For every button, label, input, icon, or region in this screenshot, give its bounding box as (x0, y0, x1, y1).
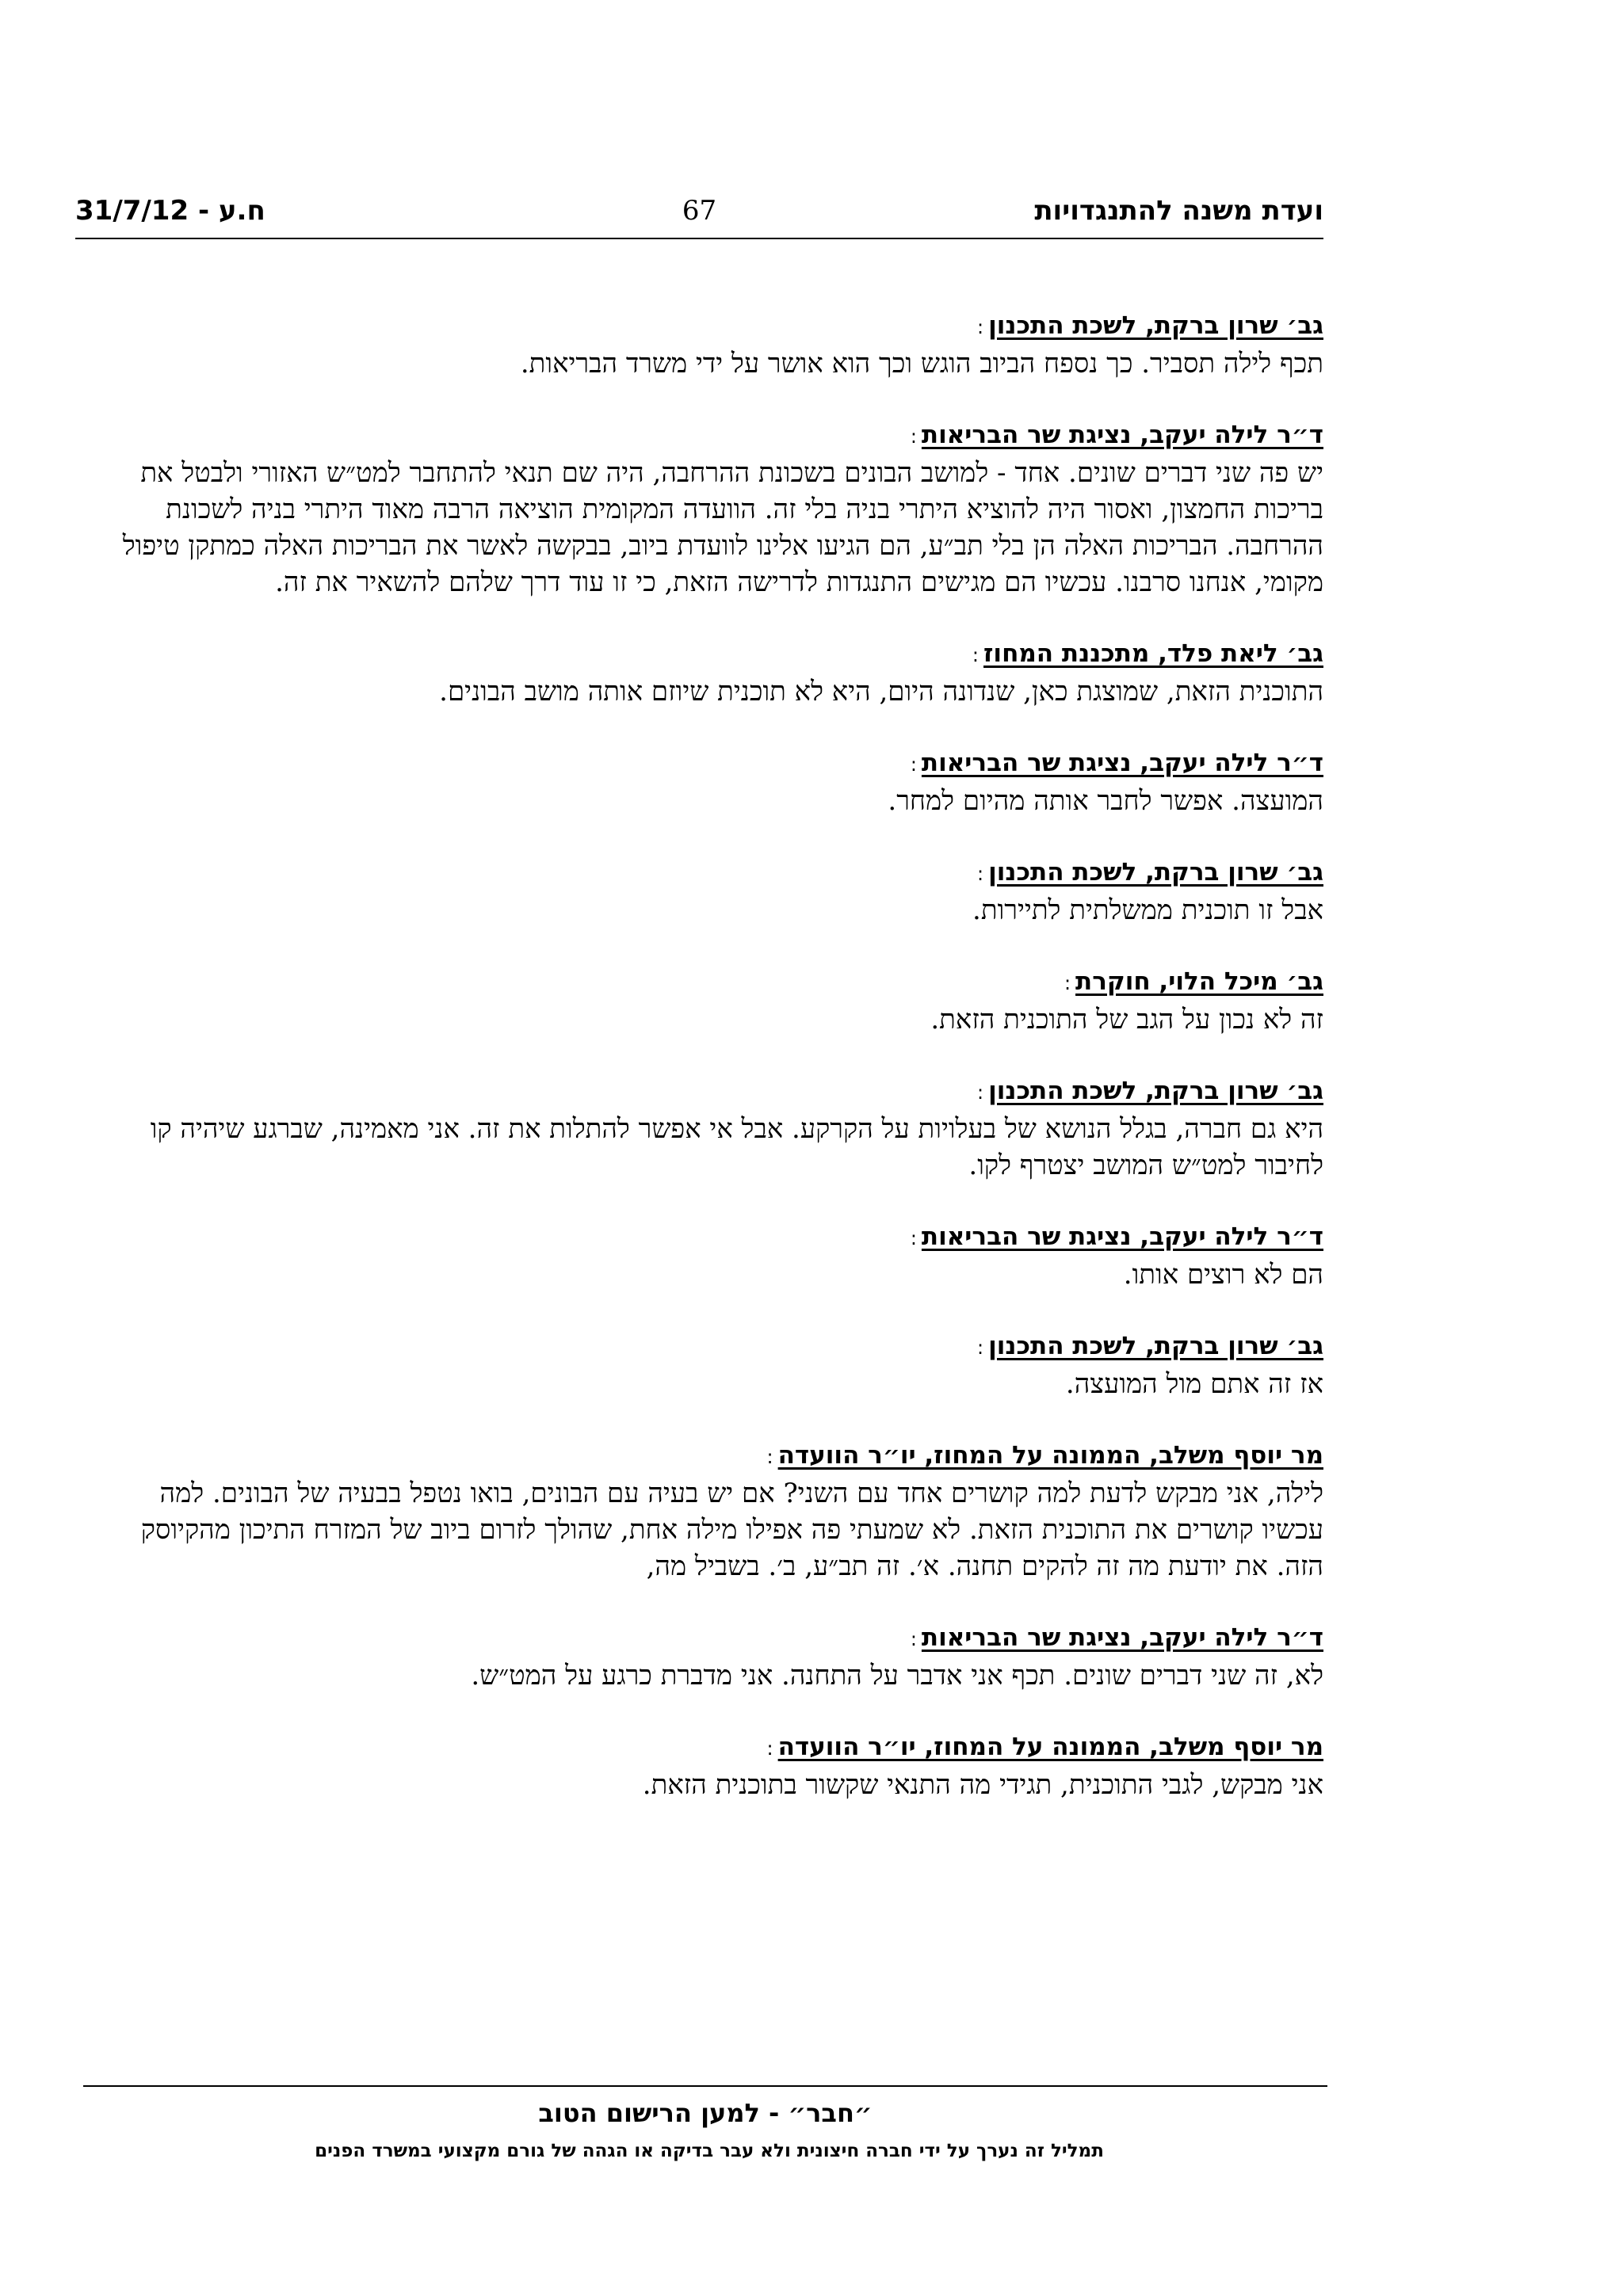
transcript-entry (111, 1328, 1323, 1402)
speaker-name: גב׳ שרון ברקת, לשכת התכנון (988, 1332, 1323, 1360)
speech-text: הם לא רוצים אותו. (1123, 1259, 1323, 1291)
speaker-name: גב׳ שרון ברקת, לשכת התכנון (988, 311, 1323, 340)
speaker-colon: : (766, 1737, 773, 1760)
speaker-line (111, 1619, 1323, 1657)
speaker-line (111, 854, 1323, 892)
speaker-name: גב׳ שרון ברקת, לשכת התכנון (988, 858, 1323, 887)
speaker-colon: : (910, 1227, 917, 1249)
speaker-line (111, 745, 1323, 783)
speech-text: אבל זו תוכנית ממשלתית לתיירות. (972, 894, 1323, 926)
transcript-entry (111, 1619, 1323, 1694)
speaker-colon: : (910, 753, 917, 776)
speaker-colon: : (977, 1081, 984, 1104)
speaker-colon: : (910, 1628, 917, 1650)
speech-text: זה לא נכון על הגב של התוכנית הזאת. (930, 1004, 1323, 1035)
speaker-line (111, 1219, 1323, 1257)
footer-disclaimer: תמליל זה נערך על ידי חברה חיצונית ולא עבר בדיקה או הגהה של גורם מקצועי במשרד הפנים (315, 2141, 1104, 2161)
speaker-line (111, 417, 1323, 455)
speaker-name: ד״ר לילה יעקב, נציגת שר הבריאות (921, 1222, 1323, 1251)
speaker-line (111, 1073, 1323, 1111)
speech-text: לא, זה שני דברים שונים. תכף אני אדבר על התחנה. אני מדברת כרגע על המט״ש. (471, 1660, 1323, 1691)
speaker-name: גב׳ מיכל הלוי, חוקרת (1075, 967, 1323, 996)
speaker-name: מר יוסף משלב, הממונה על המחוז, יו״ר הוועדה (777, 1733, 1323, 1761)
speaker-line (111, 1328, 1323, 1366)
speaker-colon: : (977, 1337, 984, 1359)
speaker-colon: : (977, 316, 984, 338)
speaker-line (111, 307, 1323, 345)
speaker-line (111, 1437, 1323, 1475)
speech-text: היא גם חברה, בגלל הנושא של בעלויות על הקרקע. אבל אי אפשר להתלות את זה. אני מאמינה, שברגע שיהיה קו לחיבור למט״ש המושב יצטרף לקו. (150, 1113, 1323, 1181)
speaker-colon: : (766, 1446, 773, 1468)
transcript-entry (111, 1219, 1323, 1293)
transcript-entry (111, 307, 1323, 382)
speech-text: תכף לילה תסביר. כך נספח הביוב הוגש וכך הוא אושר על ידי משרד הבריאות. (520, 348, 1323, 379)
page-header (75, 190, 1323, 239)
date-code: ח.ע - 31/7/12 (75, 195, 265, 227)
speaker-line (111, 963, 1323, 1001)
footer-divider (83, 2085, 1327, 2087)
speech-text: לילה, אני מבקש לדעת למה קושרים אחד עם השני? אם יש בעיה עם הבונים, בואו נטפל בבעיה של הבונים. למה עכשיו קושרים את התוכנית הזאת. לא שמעתי פה אפילו מילה אחת, שהולך לזרום ביוב של המזרח התיכון מהקיוסק הזה. את יודעת מה זה להקים תחנה. א׳. זה תב״ע, ב׳. בשביל מה, (140, 1478, 1323, 1582)
speaker-name: ד״ר לילה יעקב, נציגת שר הבריאות (921, 1623, 1323, 1652)
speaker-colon: : (977, 863, 984, 885)
speech-text: אז זה אתם מול המועצה. (1065, 1368, 1323, 1400)
page-number: 67 (682, 195, 717, 227)
transcript-entry (111, 854, 1323, 929)
speaker-name: ד״ר לילה יעקב, נציגת שר הבריאות (921, 421, 1323, 449)
committee-title: ועדת משנה להתנגדויות (1034, 195, 1323, 227)
transcript-entry (111, 1437, 1323, 1585)
speaker-name: גב׳ שרון ברקת, לשכת התכנון (988, 1077, 1323, 1105)
speaker-colon: : (1064, 972, 1071, 994)
transcript-entry (111, 635, 1323, 710)
speaker-colon: : (910, 425, 917, 448)
transcript-entry (111, 963, 1323, 1038)
speaker-name: גב׳ ליאת פלד, מתכננת המחוז (983, 639, 1323, 668)
speaker-line (111, 1729, 1323, 1767)
transcript-entry (111, 1073, 1323, 1184)
transcript-entry (111, 417, 1323, 601)
speaker-line (111, 635, 1323, 673)
speech-text: המועצה. אפשר לחבר אותה מהיום למחר. (888, 785, 1323, 817)
speaker-name: ד״ר לילה יעקב, נציגת שר הבריאות (921, 749, 1323, 777)
transcript-body (111, 307, 1323, 1838)
transcript-entry (111, 745, 1323, 819)
speech-text: אני מבקש, לגבי התוכנית, תגידי מה התנאי שקשור בתוכנית הזאת. (642, 1769, 1323, 1801)
speech-text: יש פה שני דברים שונים. אחד - למושב הבונים בשכונת ההרחבה, היה שם תנאי להתחבר למט״ש האזורי ולבטל את בריכות החמצון, ואסור היה להוציא היתרי בניה בלי זה. הוועדה המקומית הוציאה הרבה מאוד היתרי בניה לשכונת ההרחבה. הבריכות האלה הן בלי תב״ע, הם הגיעו אלינו לוועדת ביוב, בבקשה לאשר את הבריכות האלה כמתקן טיפול מקומי, אנחנו סרבנו. עכשיו הם מגישים התנגדות לדרישה הזאת, כי זו עוד דרך שלהם להשאיר את זה. (122, 457, 1323, 598)
speech-text: התוכנית הזאת, שמוצגת כאן, שנדונה היום, היא לא תוכנית שיוזם אותה מושב הבונים. (439, 676, 1323, 707)
transcript-entry (111, 1729, 1323, 1803)
footer-title: ״חבר״ - למען הרישום הטוב (538, 2098, 873, 2128)
speaker-name: מר יוסף משלב, הממונה על המחוז, יו״ר הוועדה (777, 1441, 1323, 1470)
speaker-colon: : (972, 644, 980, 666)
